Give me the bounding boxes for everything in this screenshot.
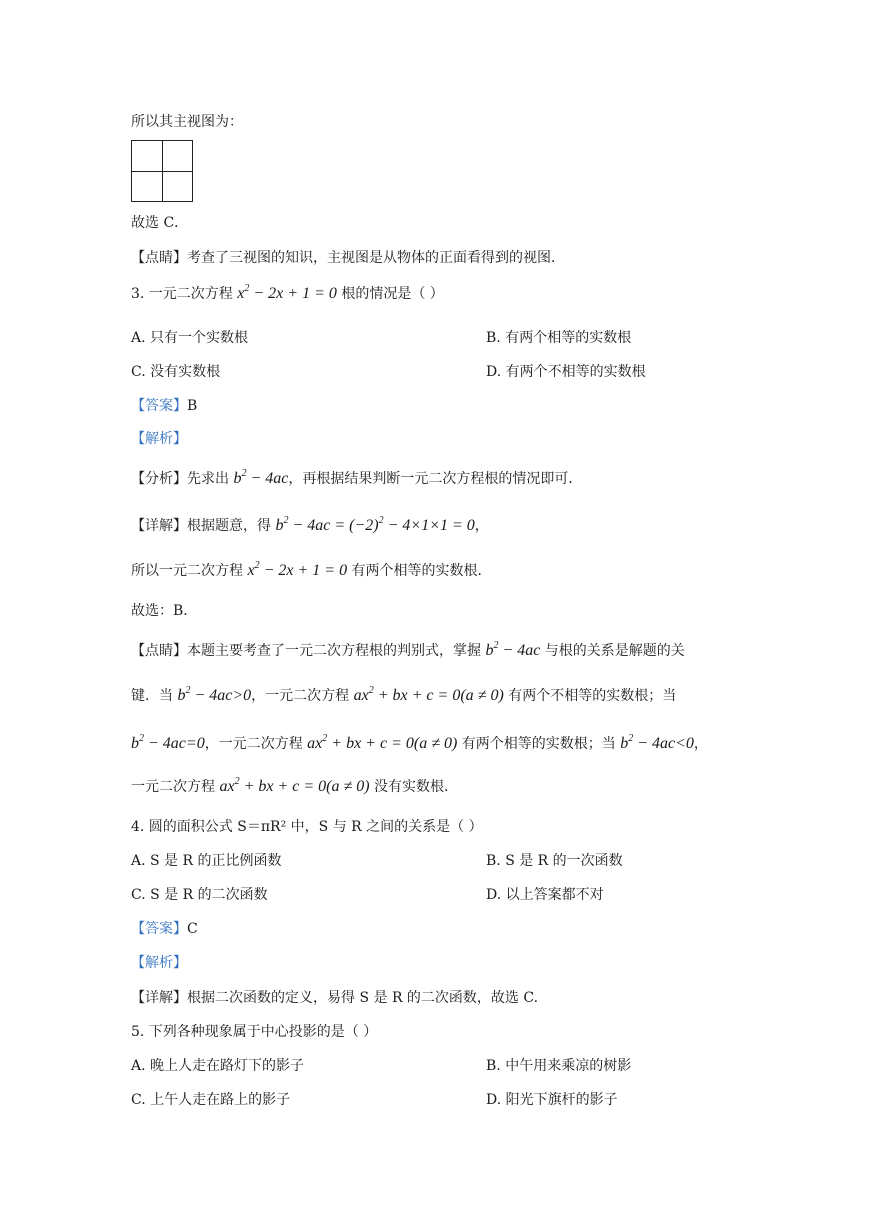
xiangjie-text: 根据二次函数的定义，易得 S 是 R 的二次函数，故选 C. <box>187 990 539 1006</box>
answer-value: C <box>187 921 198 937</box>
answer-value: B <box>187 398 198 414</box>
q5-option-b[interactable]: B. 中午用来乘凉的树影 <box>486 1058 632 1074</box>
general-quadratic: $ax^2$ + bx + c = 0(a ≠ 0) <box>219 776 370 795</box>
discriminant-zero: $b^2 - 4ac=0$ <box>131 733 205 752</box>
fenxi-pre: 先求出 <box>187 471 234 487</box>
question-3-stem <box>131 284 444 304</box>
dj4-pre: 一元二次方程 <box>131 779 220 795</box>
q3-equation-2: $x^2 - 2x + 1 = 0$ <box>247 560 348 579</box>
dj2-mid: ，一元二次方程 <box>251 688 354 704</box>
q4-option-a[interactable]: A. S 是 R 的正比例函数 <box>131 853 282 869</box>
discriminant-negative: $b^2 - 4ac<0$ <box>620 733 694 752</box>
dj2-pre: 键．当 <box>131 688 178 704</box>
q3-dianjing-line-4 <box>131 777 458 797</box>
q5-option-d[interactable]: D. 阳光下旗杆的影子 <box>486 1092 618 1108</box>
question-5-stem: 5. 下列各种现象属于中心投影的是（ ） <box>131 1024 378 1040</box>
answer-tag: 【答案】 <box>131 921 187 937</box>
dj3-mid2: 有两个相等的实数根；当 <box>457 736 621 752</box>
q3-answer <box>131 396 197 416</box>
xiangjie-post: ， <box>474 518 489 534</box>
q3-dianjing-line-3 <box>131 734 708 754</box>
front-view-figure <box>131 140 193 202</box>
general-quadratic: $ax^2$ + bx + c = 0(a ≠ 0) <box>307 733 458 752</box>
result-post: 有两个相等的实数根． <box>347 563 492 579</box>
dianjing-paragraph-1 <box>131 248 565 268</box>
q4-option-b[interactable]: B. S 是 R 的一次函数 <box>486 853 623 869</box>
dj3-post: ， <box>693 736 708 752</box>
dj3-mid: ，一元二次方程 <box>204 736 308 752</box>
q3-select: 故选：B． <box>131 603 198 619</box>
general-quadratic: $ax^2$ + bx + c = 0(a ≠ 0) <box>353 685 504 704</box>
q3-dianjing-line-1 <box>131 641 685 661</box>
discriminant-calc: $b^2 - 4ac = (-2)^2 - 4\times 1\times 1 = 0$ <box>275 515 475 534</box>
intro-text: 所以其主视图为： <box>131 114 243 130</box>
q3-equation: $x^2 - 2x + 1 = 0$ <box>237 283 337 302</box>
discriminant-expr: $b^2 - 4ac$ <box>233 468 289 487</box>
discriminant-expr: $b^2 - 4ac$ <box>485 640 541 659</box>
fenxi-post: ，再根据结果判断一元二次方程根的情况即可． <box>288 471 583 487</box>
dianjing-tag: 【点睛】 <box>131 250 187 266</box>
q5-option-c[interactable]: C. 上午人走在路上的影子 <box>131 1092 291 1108</box>
dj4-post: 没有实数根． <box>369 779 459 795</box>
fenxi-tag: 【分析】 <box>131 471 187 487</box>
q4-option-d[interactable]: D. 以上答案都不对 <box>486 887 604 903</box>
q3-stem-pre: 3. 一元二次方程 <box>131 286 238 302</box>
xiangjie-tag: 【详解】 <box>131 518 187 534</box>
q4-option-c[interactable]: C. S 是 R 的二次函数 <box>131 887 268 903</box>
q3-option-b[interactable]: B. 有两个相等的实数根 <box>486 330 632 346</box>
question-4-stem: 4. 圆的面积公式 S＝πR² 中，S 与 R 之间的关系是（ ） <box>131 819 483 835</box>
q3-option-c[interactable]: C. 没有实数根 <box>131 364 221 380</box>
q3-dianjing-line-2 <box>131 686 676 706</box>
q5-option-a[interactable]: A. 晚上人走在路灯下的影子 <box>131 1058 305 1074</box>
dj1-pre: 本题主要考查了一元二次方程根的判别式，掌握 <box>187 643 486 659</box>
q4-jiexi-tag: 【解析】 <box>131 955 187 971</box>
xiangjie-tag: 【详解】 <box>131 990 187 1006</box>
discriminant-positive: $b^2 - 4ac>0$ <box>177 685 252 704</box>
xiangjie-pre: 根据题意，得 <box>187 518 276 534</box>
q4-answer <box>131 919 198 939</box>
q3-option-a[interactable]: A. 只有一个实数根 <box>131 330 249 346</box>
dianjing-text: 考查了三视图的知识，主视图是从物体的正面看得到的视图． <box>187 250 565 266</box>
q3-result <box>131 561 492 581</box>
q3-stem-post: 根的情况是（ ） <box>336 286 444 302</box>
answer-tag: 【答案】 <box>131 398 187 414</box>
dj1-post: 与根的关系是解题的关 <box>540 643 685 659</box>
q3-option-d[interactable]: D. 有两个不相等的实数根 <box>486 364 646 380</box>
result-pre: 所以一元二次方程 <box>131 563 248 579</box>
dianjing-tag: 【点睛】 <box>131 643 187 659</box>
dj2-post: 有两个不相等的实数根；当 <box>503 688 677 704</box>
q4-xiangjie <box>131 988 538 1008</box>
q3-xiangjie <box>131 516 489 536</box>
q3-jiexi-tag: 【解析】 <box>131 431 187 447</box>
q3-fenxi <box>131 469 582 489</box>
select-c-text: 故选 C． <box>131 215 189 231</box>
